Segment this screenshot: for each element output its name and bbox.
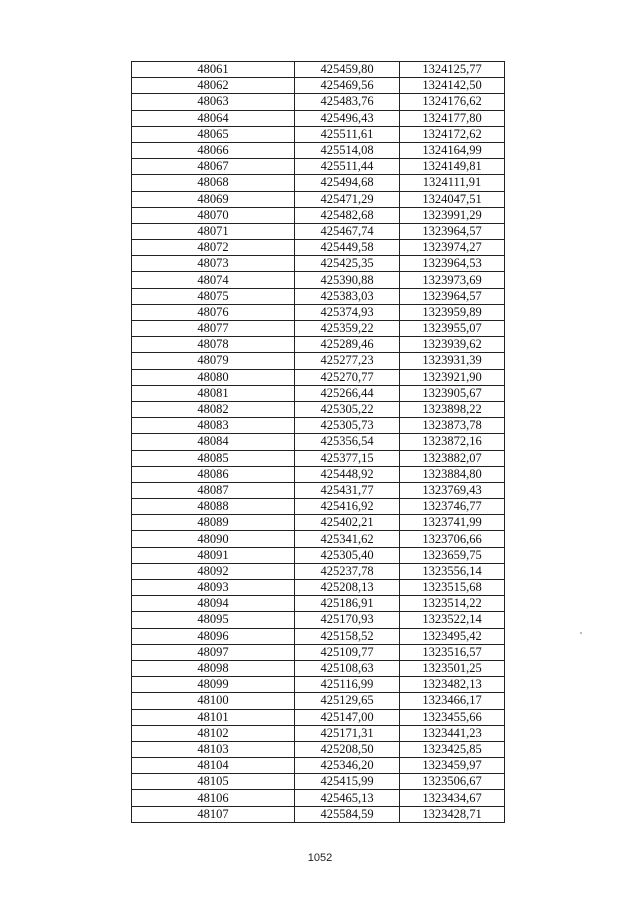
- point-id-cell: 48100: [132, 693, 295, 709]
- point-id-cell: 48089: [132, 515, 295, 531]
- y-coordinate-cell: 1324172,62: [400, 126, 505, 142]
- table-row: [132, 499, 505, 515]
- point-id-cell: 48088: [132, 499, 295, 515]
- table-row: [132, 94, 505, 110]
- y-coordinate-cell: 1323939,62: [400, 337, 505, 353]
- table-row: [132, 62, 505, 78]
- x-coordinate-cell: 425494,68: [295, 175, 400, 191]
- point-id-cell: 48066: [132, 142, 295, 158]
- point-id-cell: 48101: [132, 709, 295, 725]
- x-coordinate-cell: 425584,59: [295, 806, 400, 822]
- x-coordinate-cell: 425270,77: [295, 369, 400, 385]
- table-row: [132, 677, 505, 693]
- table-row: [132, 288, 505, 304]
- point-id-cell: 48075: [132, 288, 295, 304]
- point-id-cell: 48063: [132, 94, 295, 110]
- point-id-cell: 48102: [132, 725, 295, 741]
- point-id-cell: 48094: [132, 596, 295, 612]
- y-coordinate-cell: 1323921,90: [400, 369, 505, 385]
- y-coordinate-cell: 1324176,62: [400, 94, 505, 110]
- y-coordinate-cell: 1323515,68: [400, 580, 505, 596]
- x-coordinate-cell: 425482,68: [295, 207, 400, 223]
- x-coordinate-cell: 425415,99: [295, 774, 400, 790]
- x-coordinate-cell: 425305,22: [295, 401, 400, 417]
- margin-mark: [580, 632, 582, 634]
- x-coordinate-cell: 425496,43: [295, 110, 400, 126]
- table-row: [132, 774, 505, 790]
- y-coordinate-cell: 1323741,99: [400, 515, 505, 531]
- x-coordinate-cell: 425402,21: [295, 515, 400, 531]
- y-coordinate-cell: 1323428,71: [400, 806, 505, 822]
- y-coordinate-cell: 1323746,77: [400, 499, 505, 515]
- point-id-cell: 48080: [132, 369, 295, 385]
- table-row: [132, 482, 505, 498]
- table-row: [132, 240, 505, 256]
- x-coordinate-cell: 425469,56: [295, 78, 400, 94]
- x-coordinate-cell: 425108,63: [295, 660, 400, 676]
- x-coordinate-cell: 425208,13: [295, 580, 400, 596]
- point-id-cell: 48082: [132, 401, 295, 417]
- point-id-cell: 48104: [132, 758, 295, 774]
- y-coordinate-cell: 1323425,85: [400, 741, 505, 757]
- table-row: [132, 644, 505, 660]
- table-row: [132, 418, 505, 434]
- point-id-cell: 48106: [132, 790, 295, 806]
- x-coordinate-cell: 425171,31: [295, 725, 400, 741]
- point-id-cell: 48073: [132, 256, 295, 272]
- x-coordinate-cell: 425465,13: [295, 790, 400, 806]
- point-id-cell: 48087: [132, 482, 295, 498]
- point-id-cell: 48084: [132, 434, 295, 450]
- table-row: [132, 758, 505, 774]
- table-row: [132, 353, 505, 369]
- y-coordinate-cell: 1323964,57: [400, 288, 505, 304]
- y-coordinate-cell: 1323706,66: [400, 531, 505, 547]
- table-row: [132, 612, 505, 628]
- x-coordinate-cell: 425431,77: [295, 482, 400, 498]
- y-coordinate-cell: 1323769,43: [400, 482, 505, 498]
- y-coordinate-cell: 1324177,80: [400, 110, 505, 126]
- y-coordinate-cell: 1323959,89: [400, 304, 505, 320]
- table-row: [132, 531, 505, 547]
- y-coordinate-cell: 1323974,27: [400, 240, 505, 256]
- point-id-cell: 48077: [132, 321, 295, 337]
- y-coordinate-cell: 1323955,07: [400, 321, 505, 337]
- page-number: 1052: [307, 852, 333, 864]
- table-row: [132, 515, 505, 531]
- x-coordinate-cell: 425425,35: [295, 256, 400, 272]
- point-id-cell: 48071: [132, 223, 295, 239]
- y-coordinate-cell: 1323501,25: [400, 660, 505, 676]
- y-coordinate-cell: 1323482,13: [400, 677, 505, 693]
- point-id-cell: 48067: [132, 159, 295, 175]
- y-coordinate-cell: 1323506,67: [400, 774, 505, 790]
- table-row: [132, 741, 505, 757]
- x-coordinate-cell: 425277,23: [295, 353, 400, 369]
- point-id-cell: 48093: [132, 580, 295, 596]
- table-row: [132, 563, 505, 579]
- x-coordinate-cell: 425116,99: [295, 677, 400, 693]
- x-coordinate-cell: 425266,44: [295, 385, 400, 401]
- y-coordinate-cell: 1323882,07: [400, 450, 505, 466]
- x-coordinate-cell: 425186,91: [295, 596, 400, 612]
- y-coordinate-cell: 1323441,23: [400, 725, 505, 741]
- table-row: [132, 142, 505, 158]
- y-coordinate-cell: 1323973,69: [400, 272, 505, 288]
- coordinates-table-body: [132, 62, 505, 823]
- table-row: [132, 660, 505, 676]
- y-coordinate-cell: 1324111,91: [400, 175, 505, 191]
- point-id-cell: 48096: [132, 628, 295, 644]
- point-id-cell: 48090: [132, 531, 295, 547]
- table-row: [132, 321, 505, 337]
- x-coordinate-cell: 425511,44: [295, 159, 400, 175]
- y-coordinate-cell: 1323455,66: [400, 709, 505, 725]
- table-row: [132, 434, 505, 450]
- table-row: [132, 450, 505, 466]
- y-coordinate-cell: 1323514,22: [400, 596, 505, 612]
- y-coordinate-cell: 1323898,22: [400, 401, 505, 417]
- table-row: [132, 337, 505, 353]
- x-coordinate-cell: 425459,80: [295, 62, 400, 78]
- x-coordinate-cell: 425514,08: [295, 142, 400, 158]
- point-id-cell: 48079: [132, 353, 295, 369]
- point-id-cell: 48092: [132, 563, 295, 579]
- point-id-cell: 48103: [132, 741, 295, 757]
- point-id-cell: 48105: [132, 774, 295, 790]
- table-row: [132, 725, 505, 741]
- x-coordinate-cell: 425147,00: [295, 709, 400, 725]
- point-id-cell: 48064: [132, 110, 295, 126]
- point-id-cell: 48078: [132, 337, 295, 353]
- x-coordinate-cell: 425471,29: [295, 191, 400, 207]
- table-row: [132, 385, 505, 401]
- table-row: [132, 709, 505, 725]
- y-coordinate-cell: 1323459,97: [400, 758, 505, 774]
- point-id-cell: 48083: [132, 418, 295, 434]
- table-row: [132, 401, 505, 417]
- table-row: [132, 790, 505, 806]
- y-coordinate-cell: 1324164,99: [400, 142, 505, 158]
- x-coordinate-cell: 425511,61: [295, 126, 400, 142]
- y-coordinate-cell: 1324149,81: [400, 159, 505, 175]
- table-row: [132, 110, 505, 126]
- x-coordinate-cell: 425289,46: [295, 337, 400, 353]
- table-row: [132, 693, 505, 709]
- point-id-cell: 48065: [132, 126, 295, 142]
- x-coordinate-cell: 425341,62: [295, 531, 400, 547]
- point-id-cell: 48076: [132, 304, 295, 320]
- y-coordinate-cell: 1323964,57: [400, 223, 505, 239]
- x-coordinate-cell: 425448,92: [295, 466, 400, 482]
- table-row: [132, 175, 505, 191]
- table-row: [132, 628, 505, 644]
- y-coordinate-cell: 1323964,53: [400, 256, 505, 272]
- y-coordinate-cell: 1323659,75: [400, 547, 505, 563]
- table-row: [132, 806, 505, 822]
- y-coordinate-cell: 1323495,42: [400, 628, 505, 644]
- table-row: [132, 547, 505, 563]
- point-id-cell: 48086: [132, 466, 295, 482]
- point-id-cell: 48074: [132, 272, 295, 288]
- point-id-cell: 48095: [132, 612, 295, 628]
- table-row: [132, 207, 505, 223]
- x-coordinate-cell: 425483,76: [295, 94, 400, 110]
- y-coordinate-cell: 1323434,67: [400, 790, 505, 806]
- y-coordinate-cell: 1324142,50: [400, 78, 505, 94]
- table-row: [132, 191, 505, 207]
- point-id-cell: 48061: [132, 62, 295, 78]
- coordinates-table: [131, 61, 505, 823]
- point-id-cell: 48091: [132, 547, 295, 563]
- table-row: [132, 78, 505, 94]
- x-coordinate-cell: 425383,03: [295, 288, 400, 304]
- table-row: [132, 159, 505, 175]
- point-id-cell: 48081: [132, 385, 295, 401]
- point-id-cell: 48097: [132, 644, 295, 660]
- y-coordinate-cell: 1323991,29: [400, 207, 505, 223]
- y-coordinate-cell: 1323905,67: [400, 385, 505, 401]
- x-coordinate-cell: 425374,93: [295, 304, 400, 320]
- y-coordinate-cell: 1323466,17: [400, 693, 505, 709]
- point-id-cell: 48062: [132, 78, 295, 94]
- y-coordinate-cell: 1323556,14: [400, 563, 505, 579]
- x-coordinate-cell: 425170,93: [295, 612, 400, 628]
- y-coordinate-cell: 1324047,51: [400, 191, 505, 207]
- y-coordinate-cell: 1324125,77: [400, 62, 505, 78]
- y-coordinate-cell: 1323873,78: [400, 418, 505, 434]
- x-coordinate-cell: 425208,50: [295, 741, 400, 757]
- table-row: [132, 272, 505, 288]
- point-id-cell: 48072: [132, 240, 295, 256]
- y-coordinate-cell: 1323516,57: [400, 644, 505, 660]
- point-id-cell: 48068: [132, 175, 295, 191]
- table-row: [132, 304, 505, 320]
- x-coordinate-cell: 425467,74: [295, 223, 400, 239]
- y-coordinate-cell: 1323884,80: [400, 466, 505, 482]
- table-row: [132, 126, 505, 142]
- x-coordinate-cell: 425158,52: [295, 628, 400, 644]
- table-row: [132, 256, 505, 272]
- table-row: [132, 466, 505, 482]
- y-coordinate-cell: 1323872,16: [400, 434, 505, 450]
- x-coordinate-cell: 425449,58: [295, 240, 400, 256]
- table-row: [132, 580, 505, 596]
- point-id-cell: 48069: [132, 191, 295, 207]
- x-coordinate-cell: 425416,92: [295, 499, 400, 515]
- point-id-cell: 48099: [132, 677, 295, 693]
- table-row: [132, 596, 505, 612]
- x-coordinate-cell: 425359,22: [295, 321, 400, 337]
- point-id-cell: 48070: [132, 207, 295, 223]
- x-coordinate-cell: 425390,88: [295, 272, 400, 288]
- x-coordinate-cell: 425129,65: [295, 693, 400, 709]
- x-coordinate-cell: 425109,77: [295, 644, 400, 660]
- x-coordinate-cell: 425305,40: [295, 547, 400, 563]
- point-id-cell: 48085: [132, 450, 295, 466]
- table-row: [132, 223, 505, 239]
- point-id-cell: 48107: [132, 806, 295, 822]
- y-coordinate-cell: 1323931,39: [400, 353, 505, 369]
- y-coordinate-cell: 1323522,14: [400, 612, 505, 628]
- x-coordinate-cell: 425356,54: [295, 434, 400, 450]
- x-coordinate-cell: 425305,73: [295, 418, 400, 434]
- x-coordinate-cell: 425377,15: [295, 450, 400, 466]
- table-row: [132, 369, 505, 385]
- x-coordinate-cell: 425237,78: [295, 563, 400, 579]
- point-id-cell: 48098: [132, 660, 295, 676]
- x-coordinate-cell: 425346,20: [295, 758, 400, 774]
